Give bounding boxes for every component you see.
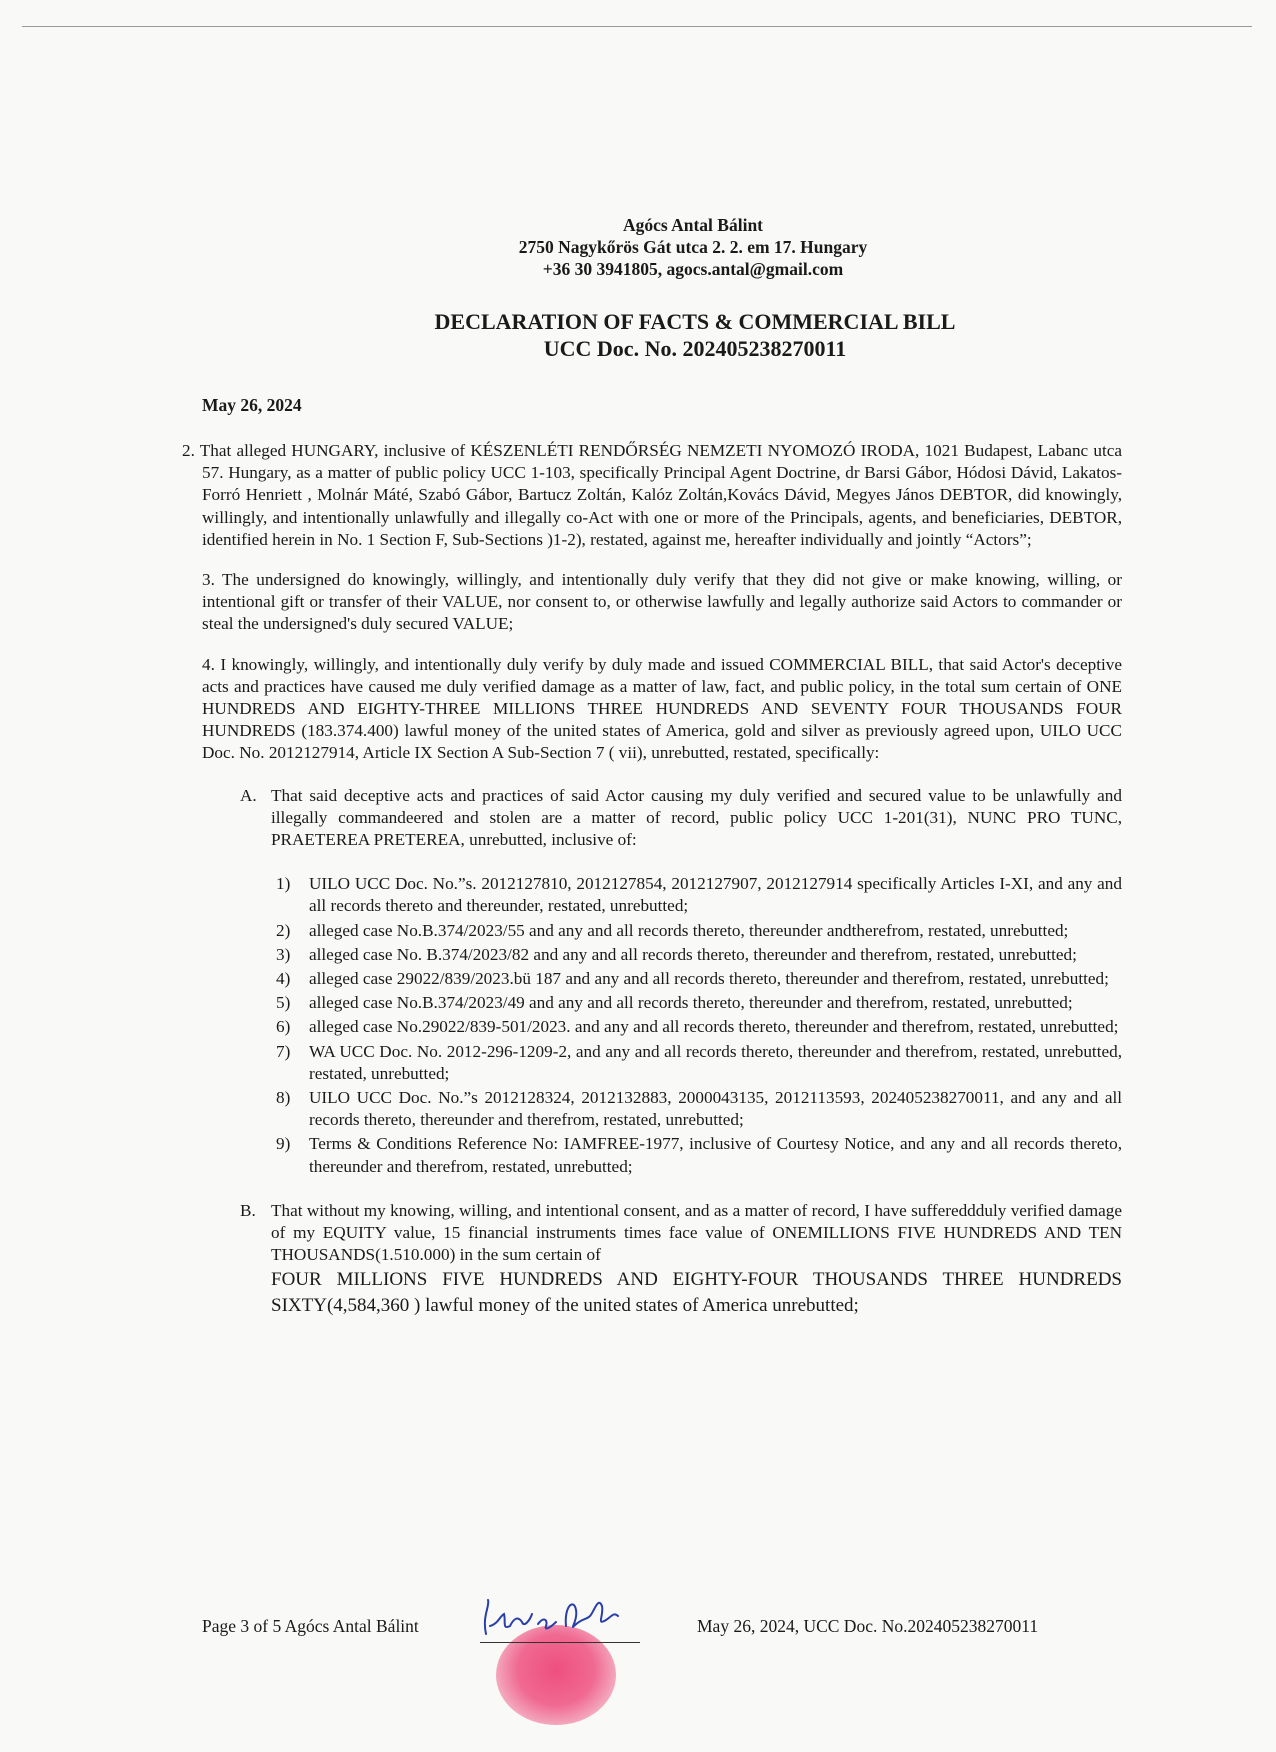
document-date: May 26, 2024: [202, 395, 302, 415]
letterhead: [0, 214, 1276, 280]
footer-right: May 26, 2024, UCC Doc. No.202405238270011: [697, 1616, 1039, 1636]
section-a-text: That said deceptive acts and practices of said Actor causing my duly verified and secured value to be unlawfully and illegally commandeered and stolen are a matter of record, public policy UCC 1-201(31), NUNC PRO TUNC, PRAETEREA PRETEREA, unrebutted, inclusive of:: [271, 785, 1122, 850]
section-a-items: [182, 873, 1122, 1178]
section-b-amount: FOUR MILLIONS FIVE HUNDREDS AND EIGHTY-FOUR THOUSANDS THREE HUNDREDS SIXTY(4,584,360 ) lawful money of the united states of America unrebutted;: [271, 1268, 1122, 1316]
document-title: [0, 308, 1276, 362]
author-address: 2750 Nagykőrös Gát utca 2. 2. em 17. Hungary: [518, 237, 868, 257]
list-item: [182, 992, 1122, 1014]
list-item: [182, 1133, 1122, 1177]
item-text: alleged case No.B.374/2023/55 and any and all records thereto, thereunder andtherefrom, restated, unrebutted;: [309, 920, 1069, 940]
section-b: [182, 1200, 1122, 1319]
item-number: 4): [276, 969, 291, 989]
footer-left: Page 3 of 5 Agócs Antal Bálint: [202, 1616, 419, 1636]
section-b-text: That without my knowing, willing, and intentional consent, and as a matter of record, I have suffereddduly verified damage of my EQUITY value, 15 financial instruments times face value of ONEMILLIONS FIVE HUNDREDS AND TEN THOUSANDS(1.510.000) in the sum certain of: [271, 1200, 1122, 1265]
item-number: 8): [276, 1088, 291, 1108]
item-text: alleged case No.B.374/2023/49 and any and all records thereto, thereunder and therefrom, restated, unrebutted;: [309, 993, 1073, 1013]
item-number: 9): [276, 1134, 291, 1154]
item-number: 5): [276, 993, 291, 1013]
item-text: Terms & Conditions Reference No: IAMFREE-1977, inclusive of Courtesy Notice, and any and all records thereto, thereunder and therefrom, restated, unrebutted;: [309, 1134, 1122, 1176]
section-a-letter: A.: [240, 785, 257, 805]
item-text: UILO UCC Doc. No.”s. 2012127810, 2012127854, 2012127907, 2012127914 specifically Articles I-XI, and any and all records thereto and thereunder, restated, unrebutted;: [309, 874, 1122, 916]
list-item: [182, 920, 1122, 942]
list-item: [182, 873, 1122, 917]
author-name: Agócs Antal Bálint: [622, 215, 764, 235]
item-text: alleged case No. B.374/2023/82 and any and all records thereto, thereunder and therefrom, restated, unrebutted;: [309, 944, 1077, 964]
handwritten-signature: [478, 1586, 638, 1646]
item-text: alleged case 29022/839/2023.bü 187 and any and all records thereto, thereunder and therefrom, restated, unrebutted;: [309, 969, 1109, 989]
author-contact: +36 30 3941805, agocs.antal@gmail.com: [542, 259, 844, 279]
paragraph-4: 4. I knowingly, willingly, and intentionally duly verify by duly made and issued COMMERCIAL BILL, that said Actor's deceptive acts and practices have caused me duly verified damage as a matter of law, fact, and public policy, in the total sum certain of ONE HUNDREDS AND EIGHTY-THREE MILLIONS THREE HUNDREDS AND SEVENTY FOUR THOUSANDS FOUR HUNDREDS (183.374.400) lawful money of the united states of America, gold and silver as previously agreed upon, UILO UCC Doc. No. 2012127914, Article IX Section A Sub-Section 7 ( vii), unrebutted, restated, specifically:: [202, 654, 1122, 763]
item-text: WA UCC Doc. No. 2012-296-1209-2, and any and all records thereto, thereunder and therefrom, restated, unrebutted, restated, unrebutted;: [309, 1041, 1122, 1083]
list-item: [182, 1016, 1122, 1038]
paragraph-2: 2. That alleged HUNGARY, inclusive of KÉSZENLÉTI RENDŐRSÉG NEMZETI NYOMOZÓ IRODA, 1021 Budapest, Labanc utca 57. Hungary, as a matter of public policy UCC 1-103, specifically Principal Agent Doctrine, dr Barsi Gábor, Hódosi Dávid, Lakatos-Forró Henriett , Molnár Máté, Szabó Gábor, Bartucz Zoltán, Kalóz Zoltán,Kovács Dávid, Megyes János DEBTOR, did knowingly, willingly, and intentionally unlawfully and illegally co-Act with one or more of the Principals, agents, and beneficiaries, DEBTOR, identified herein in No. 1 Section F, Sub-Sections )1-2), restated, against me, hereafter individually and jointly “Actors”;: [182, 441, 1122, 549]
document-body: [182, 440, 1122, 1319]
title-line-2: UCC Doc. No. 202405238270011: [543, 336, 847, 361]
item-number: 2): [276, 920, 291, 940]
title-line-1: DECLARATION OF FACTS & COMMERCIAL BILL: [434, 309, 956, 334]
item-number: 3): [276, 944, 291, 964]
list-item: [182, 1087, 1122, 1131]
item-text: alleged case No.29022/839-501/2023. and any and all records thereto, thereunder and therefrom, restated, unrebutted;: [309, 1017, 1119, 1037]
item-text: UILO UCC Doc. No.”s 2012128324, 2012132883, 2000043135, 2012113593, 202405238270011, and any and all records thereto, thereunder and therefrom, restated, unrebutted;: [309, 1088, 1122, 1130]
item-number: 6): [276, 1017, 291, 1037]
section-a: [182, 785, 1122, 852]
list-item: [182, 944, 1122, 966]
section-b-letter: B.: [240, 1200, 256, 1220]
list-item: [182, 968, 1122, 990]
list-item: [182, 1041, 1122, 1085]
paragraph-3: 3. The undersigned do knowingly, willingly, and intentionally duly verify that they did not give or make knowing, willing, or intentional gift or transfer of their VALUE, nor consent to, or otherwise lawfully and legally authorize said Actors to commander or steal the undersigned's duly secured VALUE;: [202, 570, 1122, 634]
item-number: 1): [276, 874, 291, 894]
item-number: 7): [276, 1041, 291, 1061]
scan-edge-line: [22, 26, 1252, 27]
